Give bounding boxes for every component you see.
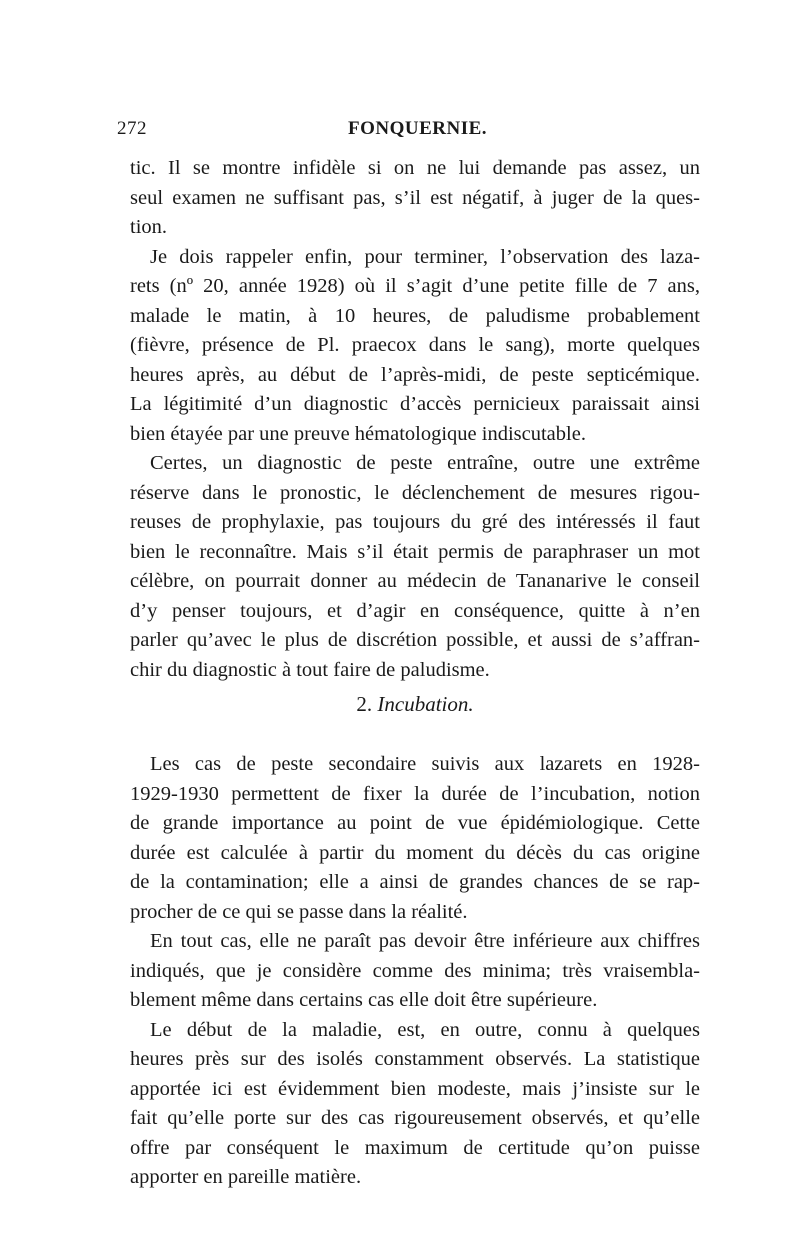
text-line: indiqués, que je considère comme des minima; très vraisembla- — [130, 959, 700, 982]
text-line: d’y penser toujours, et d’agir en conséquence, quitte à n’en — [130, 599, 700, 622]
section-two-text — [130, 750, 700, 1193]
text-line: offre par conséquent le maximum de certitude qu’on puisse — [130, 1136, 700, 1159]
paragraph — [130, 449, 700, 685]
text-line: bien le reconnaître. Mais s’il était permis de paraphraser un mot — [130, 540, 700, 563]
text-line: fait qu’elle porte sur des cas rigoureusement observés, et qu’elle — [130, 1107, 700, 1129]
paragraph — [130, 243, 700, 450]
text-line: Les cas de peste secondaire suivis aux lazarets en 1928- — [150, 753, 700, 775]
text-line: Je dois rappeler enfin, pour terminer, l’observation des laza- — [150, 245, 700, 268]
text-line: La légitimité d’un diagnostic d’accès pernicieux paraissait ainsi — [130, 393, 700, 415]
text-line: durée est calculée à partir du moment du décès du cas origine — [130, 841, 700, 864]
text-line: rets (nº 20, année 1928) où il s’agit d’une petite fille de 7 ans, — [130, 275, 700, 297]
text-line: En tout cas, elle ne paraît pas devoir être inférieure aux chiffres — [150, 930, 700, 952]
text-line: procher de ce qui se passe dans la réalité. — [130, 900, 468, 923]
text-line: reuses de prophylaxie, pas toujours du gré des intéressés il faut — [130, 511, 700, 533]
text-line: tic. Il se montre infidèle si on ne lui demande pas assez, un — [130, 157, 700, 179]
text-line: malade le matin, à 10 heures, de paludisme probablement — [130, 304, 700, 327]
text-line: réserve dans le pronostic, le déclenchement de mesures rigou- — [130, 481, 700, 504]
text-line: Certes, un diagnostic de peste entraîne, outre une extrême — [150, 452, 700, 474]
text-line: Le début de la maladie, est, en outre, connu à quelques — [150, 1018, 700, 1041]
text-line: apportée ici est évidemment bien modeste, mais j’insiste sur le — [130, 1077, 700, 1100]
running-head: FONQUERNIE. — [348, 118, 488, 139]
page-header — [117, 118, 692, 148]
text-line: parler qu’avec le plus de discrétion possible, et aussi de s’affran- — [130, 629, 700, 651]
section-number: 2. — [356, 692, 373, 716]
paragraph — [130, 154, 700, 243]
text-line: (fièvre, présence de Pl. praecox dans le sang), morte quelques — [130, 334, 700, 356]
text-line: heures près sur des isolés constamment observés. La statistique — [130, 1048, 700, 1070]
section-title: Incubation. — [377, 692, 474, 716]
text-line: de la contamination; elle a ainsi de grandes chances de se rap- — [130, 871, 700, 893]
text-line: heures après, au début de l’après-midi, de peste septicémique. — [130, 363, 700, 386]
text-line: 1929-1930 permettent de fixer la durée de l’incubation, notion — [130, 782, 700, 805]
paragraph — [130, 927, 700, 1016]
text-line: chir du diagnostic à tout faire de paludisme. — [130, 658, 490, 681]
paragraph — [130, 1016, 700, 1193]
text-line: bien étayée par une preuve hématologique indiscutable. — [130, 422, 586, 445]
text-line: tion. — [130, 216, 168, 238]
text-line: de grande importance au point de vue épidémiologique. Cette — [130, 812, 700, 834]
text-line: apporter en pareille matière. — [130, 1166, 362, 1188]
section-one-text — [130, 154, 700, 685]
page-number: 272 — [117, 118, 147, 139]
text-line: seul examen ne suffisant pas, s’il est négatif, à juger de la ques- — [130, 186, 700, 209]
text-line: blement même dans certains cas elle doit être supérieure. — [130, 989, 598, 1011]
section-heading — [130, 692, 700, 717]
paragraph — [130, 750, 700, 927]
text-line: célèbre, on pourrait donner au médecin de Tananarive le conseil — [130, 570, 700, 592]
